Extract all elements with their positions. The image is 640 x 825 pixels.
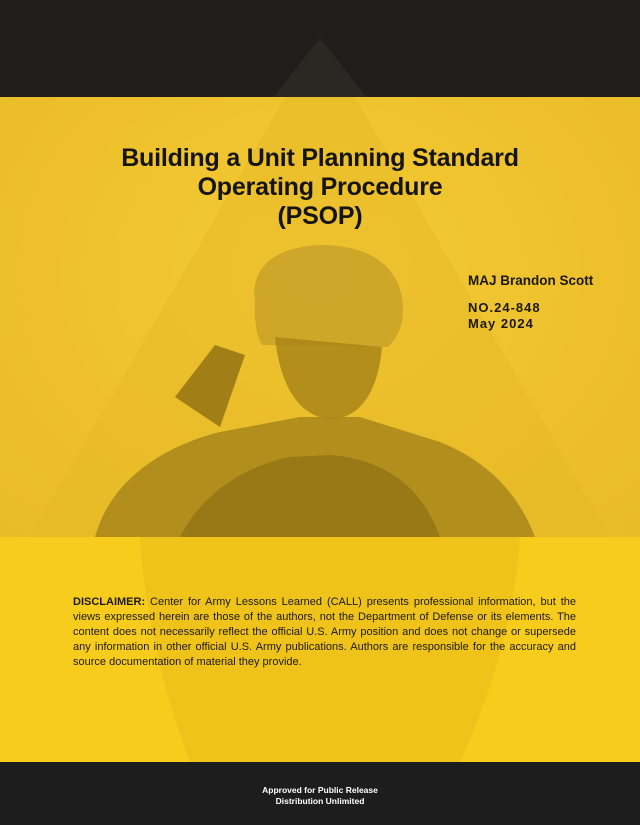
approval-line-1: Approved for Public Release — [262, 785, 378, 795]
cover-panel — [0, 97, 640, 762]
title-line-3: (PSOP) — [277, 202, 363, 230]
title-line-1: Building a Unit Planning Standard — [121, 144, 519, 172]
disclaimer-label: DISCLAIMER: — [73, 596, 146, 608]
disclaimer-text: Center for Army Lessons Learned (CALL) presents professional information, but the views expressed herein are those of the authors, not the Department of Defense or its elements. The content does not necessarily reflect the official U.S. Army position and does not change or supersede any information in other official U.S. Army publications. Authors are responsible for the accuracy and source documentation of material they provide. — [73, 596, 576, 668]
publication-number: NO.24-848 — [468, 300, 541, 315]
disclaimer — [73, 595, 576, 670]
bottom-band — [0, 762, 640, 825]
top-band — [0, 0, 640, 97]
approval-line-2: Distribution Unlimited — [275, 796, 365, 806]
author-name: MAJ Brandon Scott — [468, 273, 594, 288]
document-title — [60, 144, 580, 231]
approval-statement — [0, 785, 640, 807]
publication-date: May 2024 — [468, 316, 534, 331]
publication-info — [468, 300, 541, 332]
title-line-2: Operating Procedure — [197, 173, 443, 201]
